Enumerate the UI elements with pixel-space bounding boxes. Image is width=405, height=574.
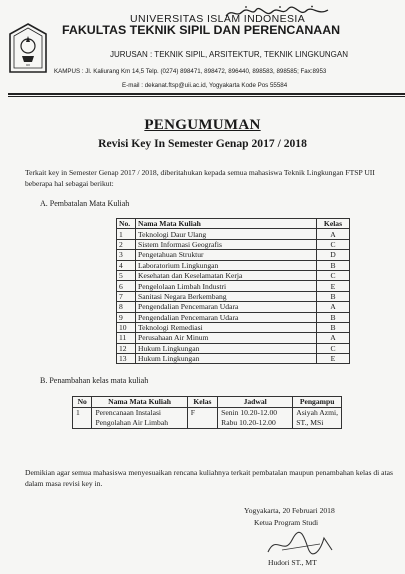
column-header-course: Nama Mata Kuliah	[92, 397, 187, 408]
section-a-heading: A. Pembatalan Mata Kuliah	[40, 199, 130, 208]
schedule-line-1: Senin 10.20-12.00	[221, 408, 278, 417]
svg-text:UII: UII	[26, 63, 30, 67]
cell-no: 7	[117, 291, 136, 301]
cell-class: C	[317, 343, 350, 353]
cell-course: Teknologi Daur Ulang	[136, 229, 317, 239]
cell-lecturer	[293, 408, 342, 429]
table-row	[117, 229, 350, 239]
cell-class: A	[317, 333, 350, 343]
intro-paragraph: Terkait key in Semester Genap 2017 / 2018, diberitahukan kepada semua mahasiswa Teknik Lingkungan FTSP UII beberapa hal sebagai berikut:	[25, 168, 375, 188]
column-header-no: No.	[117, 219, 136, 229]
table-row	[117, 354, 350, 364]
table-row	[117, 291, 350, 301]
column-header-class: Kelas	[187, 397, 217, 408]
lecturer-line-2: ST., MSi	[296, 418, 324, 427]
table-header-row	[117, 219, 350, 229]
course-line-2: Pengolahan Air Limbah	[95, 418, 168, 427]
column-header-schedule: Jadwal	[218, 397, 293, 408]
schedule-line-2: Rabu 10.20-12.00	[221, 418, 276, 427]
cell-class: E	[317, 281, 350, 291]
cell-course: Laboratorium Lingkungan	[136, 260, 317, 270]
column-header-no: No	[73, 397, 92, 408]
table-row	[117, 343, 350, 353]
cell-class: E	[317, 354, 350, 364]
cell-no: 13	[117, 354, 136, 364]
cell-course: Kesehatan dan Keselamatan Kerja	[136, 270, 317, 280]
cell-course: Pengendalian Pencemaran Udara	[136, 312, 317, 322]
faculty-name: FAKULTAS TEKNIK SIPIL DAN PERENCANAAN	[62, 23, 341, 37]
place-date: Yogyakarta, 20 Februari 2018	[244, 506, 335, 515]
cell-no: 4	[117, 260, 136, 270]
letterhead-rule-thick	[8, 93, 405, 95]
cell-no: 2	[117, 239, 136, 249]
cell-no: 8	[117, 302, 136, 312]
university-name: UNIVERSITAS ISLAM INDONESIA	[130, 13, 306, 25]
table-header-row	[73, 397, 342, 408]
cell-class: A	[317, 302, 350, 312]
table-row	[117, 333, 350, 343]
cell-class: C	[317, 270, 350, 280]
course-line-1: Perencanaan Instalasi	[95, 408, 162, 417]
page-title: PENGUMUMAN	[144, 117, 261, 133]
university-logo	[8, 22, 48, 74]
signer-name: Hudori ST., MT	[268, 558, 317, 567]
page-subtitle: Revisi Key In Semester Genap 2017 / 2018	[98, 137, 307, 150]
cell-course	[92, 408, 187, 429]
cell-class: B	[317, 322, 350, 332]
cell-class: B	[317, 312, 350, 322]
cancellation-table-body	[117, 229, 350, 364]
cell-course: Teknologi Remediasi	[136, 322, 317, 332]
table-row	[73, 408, 342, 429]
table-row	[117, 302, 350, 312]
section-b-heading: B. Penambahan kelas mata kuliah	[40, 376, 149, 385]
cell-class: B	[317, 291, 350, 301]
cell-no: 1	[73, 408, 92, 429]
cell-course: Pengendalian Pencemaran Udara	[136, 302, 317, 312]
column-header-lecturer: Pengampu	[293, 397, 342, 408]
table-row	[117, 260, 350, 270]
cell-no: 11	[117, 333, 136, 343]
cell-no: 5	[117, 270, 136, 280]
campus-address: KAMPUS : Jl. Kaliurang Km 14,5 Telp. (0274) 898471, 898472, 896440, 898583, 898585; Fax:8953	[54, 68, 327, 75]
cell-course: Sanitasi Negara Berkembang	[136, 291, 317, 301]
cell-no: 12	[117, 343, 136, 353]
cell-no: 1	[117, 229, 136, 239]
cancellation-table	[116, 218, 350, 364]
column-header-course: Nama Mata Kuliah	[136, 219, 317, 229]
table-row	[117, 281, 350, 291]
cell-course: Hukum Lingkungan	[136, 343, 317, 353]
letterhead-rule-thin	[8, 96, 405, 97]
cell-class: C	[317, 239, 350, 249]
cell-no: 9	[117, 312, 136, 322]
table-row	[117, 250, 350, 260]
cell-course: Pengelolaan Limbah Industri	[136, 281, 317, 291]
table-row	[117, 322, 350, 332]
table-row	[117, 312, 350, 322]
cell-class: F	[187, 408, 217, 429]
table-row	[117, 270, 350, 280]
departments-line: JURUSAN : TEKNIK SIPIL, ARSITEKTUR, TEKNIK LINGKUNGAN	[110, 50, 348, 59]
cell-no: 3	[117, 250, 136, 260]
table-row	[117, 239, 350, 249]
cell-course: Sistem Informasi Geografis	[136, 239, 317, 249]
handwritten-signature	[262, 530, 342, 558]
cell-no: 6	[117, 281, 136, 291]
lecturer-line-1: Asiyah Azmi,	[296, 408, 338, 417]
email-line: E-mail : dekanat.ftsp@uii.ac.id, Yogyakarta Kode Pos 55584	[122, 82, 288, 89]
cell-no: 10	[117, 322, 136, 332]
cell-class: A	[317, 229, 350, 239]
cell-class: D	[317, 250, 350, 260]
signer-role: Ketua Program Studi	[254, 518, 319, 527]
cell-schedule	[218, 408, 293, 429]
cell-course: Hukum Lingkungan	[136, 354, 317, 364]
cell-class: B	[317, 260, 350, 270]
closing-paragraph: Demikian agar semua mahasiswa menyesuaikan rencana kuliahnya terkait pembatalan maupun penambahan kelas di atas dalam masa revisi key in.	[25, 468, 393, 488]
cell-course: Perusahaan Air Minum	[136, 333, 317, 343]
cell-course: Pengetahuan Struktur	[136, 250, 317, 260]
addition-table	[72, 396, 342, 429]
column-header-class: Kelas	[317, 219, 350, 229]
